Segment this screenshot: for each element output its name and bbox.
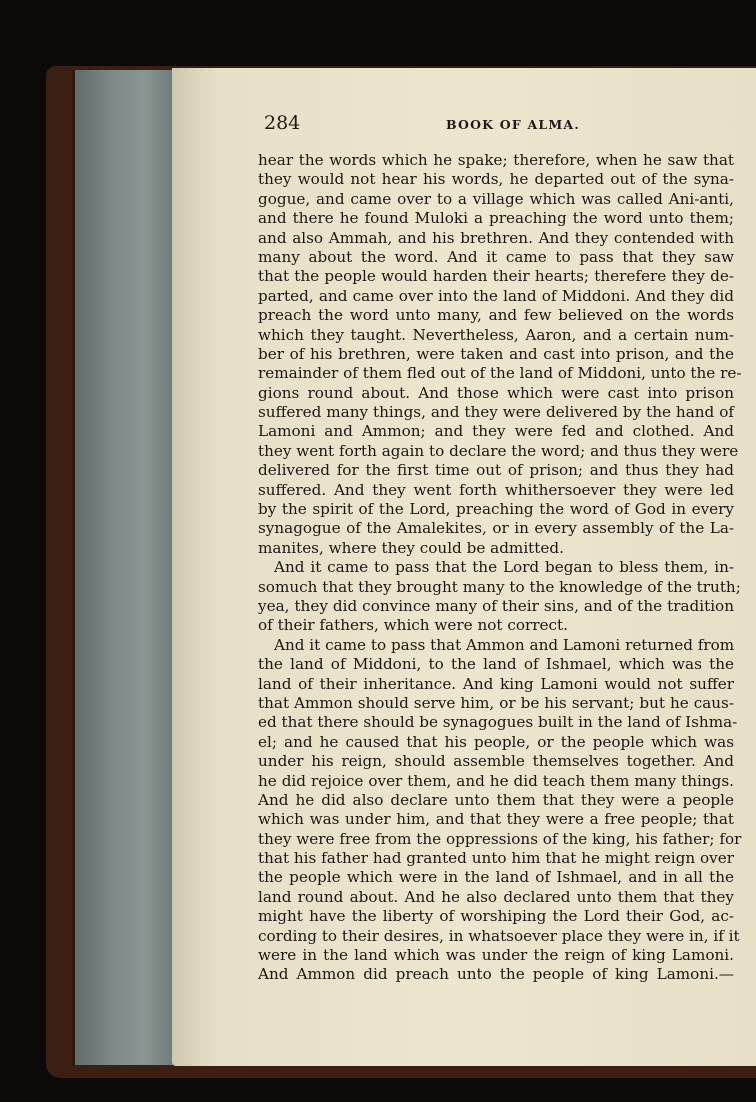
text-line: yea, they did convince many of their sins, and of the tradition xyxy=(258,596,734,615)
text-line: somuch that they brought many to the knowledge of the truth; xyxy=(258,577,741,596)
text-line: suffered many things, and they were delivered by the hand of xyxy=(258,403,734,422)
text-line: gogue, and came over to a village which was called Ani-anti, xyxy=(258,189,734,208)
text-line: that his father had granted unto him that he might reign over xyxy=(258,849,734,868)
text-line: suffered. And they went forth whithersoever they were led xyxy=(258,480,734,499)
text-line: they were free from the oppressions of the king, his father; for xyxy=(258,829,742,848)
text-line: of their fathers, which were not correct. xyxy=(258,616,568,635)
text-line: he did rejoice over them, and he did teach them many things. xyxy=(258,771,734,790)
text-line: Lamoni and Ammon; and they were fed and clothed. And xyxy=(258,422,734,441)
body-text xyxy=(258,151,742,985)
page-edges xyxy=(72,70,175,1065)
running-title: BOOK OF ALMA. xyxy=(446,117,580,132)
text-line: ed that there should be synagogues built in the land of Ishma- xyxy=(258,713,738,732)
text-line: manites, where they could be admitted. xyxy=(258,538,564,557)
text-line: land of their inheritance. And king Lamoni would not suffer xyxy=(258,674,734,693)
text-line: And he did also declare unto them that they were a people xyxy=(258,790,734,809)
text-line: under his reign, should assemble themselves together. And xyxy=(258,752,734,771)
text-line: and there he found Muloki a preaching the word unto them; xyxy=(258,209,734,228)
text-line: parted, and came over into the land of Middoni. And they did xyxy=(258,286,734,305)
text-line: the land of Middoni, to the land of Ishmael, which was the xyxy=(258,655,734,674)
text-line: might have the liberty of worshiping the Lord their God, ac- xyxy=(258,907,734,926)
text-line: And it came to pass that Ammon and Lamoni returned from xyxy=(274,635,735,654)
text-line: that Ammon should serve him, or be his servant; but he caus- xyxy=(258,693,734,712)
text-line: which was under him, and that they were a free people; that xyxy=(258,810,734,829)
running-head xyxy=(264,112,734,138)
text-line: which they taught. Nevertheless, Aaron, and a certain num- xyxy=(258,325,734,344)
text-line: they went forth again to declare the word; and thus they were xyxy=(258,441,739,460)
text-line: hear the words which he spake; therefore, when he saw that xyxy=(258,151,734,169)
text-line: ber of his brethren, were taken and cast into prison, and the xyxy=(258,344,734,363)
text-line: gions round about. And those which were cast into prison xyxy=(258,383,734,402)
text-line: remainder of them fled out of the land of Middoni, unto the re- xyxy=(258,364,742,383)
text-line: they would not hear his words, he departed out of the syna- xyxy=(258,170,734,189)
text-line: land round about. And he also declared unto them that they xyxy=(258,887,734,906)
text-line: And it came to pass that the Lord began to bless them, in- xyxy=(274,558,734,577)
page-number: 284 xyxy=(264,112,301,134)
text-line: cording to their desires, in whatsoever place they were in, if it xyxy=(258,926,740,945)
text-line: that the people would harden their hearts; therefere they de- xyxy=(258,267,734,286)
text-line: el; and he caused that his people, or the people which was xyxy=(258,732,734,751)
text-line: by the spirit of the Lord, preaching the word of God in every xyxy=(258,500,734,519)
text-line: were in the land which was under the reign of king Lamoni. xyxy=(258,946,734,965)
text-line: the people which were in the land of Ishmael, and in all the xyxy=(258,868,734,887)
text-line: preach the word unto many, and few believed on the words xyxy=(258,306,734,325)
text-line: synagogue of the Amalekites, or in every assembly of the La- xyxy=(258,519,734,538)
text-line: and also Ammah, and his brethren. And they contended with xyxy=(258,228,734,247)
text-line: delivered for the first time out of prison; and thus they had xyxy=(258,461,734,480)
text-line: many about the word. And it came to pass that they saw xyxy=(258,247,734,266)
text-line: And Ammon did preach unto the people of king Lamoni.— xyxy=(258,965,734,984)
